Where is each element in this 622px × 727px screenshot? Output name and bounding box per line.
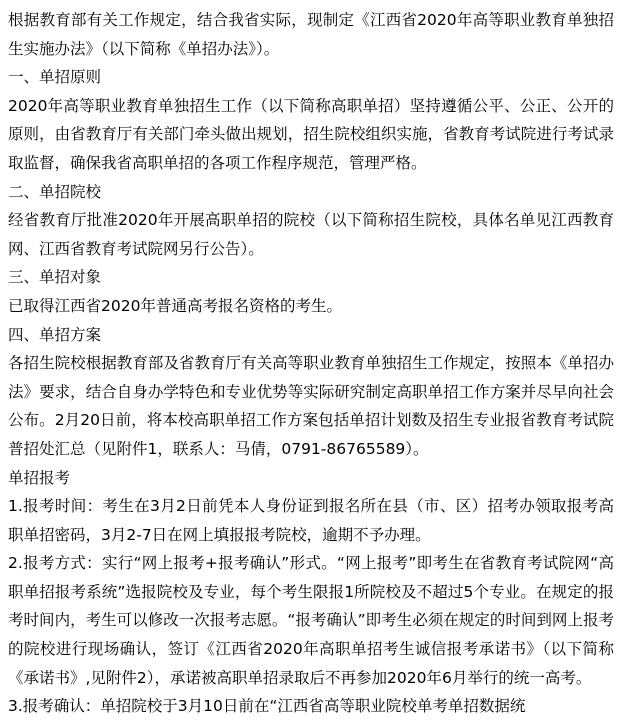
section-four-body: 各招生院校根据教育部及省教育厅有关高等职业教育单独招生工作规定，按照本《单招办法》要求，结合自身办学特色和专业优势等实际研究制定高职单招工作方案并尽早向社会公布。2月20日前，将本校高职单招工作方案包括单招计划数及招生专业报省教育考试院普招处汇总（见附件1，联系人：马倩，0791-86765589）。 [8,354,614,458]
section-one-body: 2020年高等职业教育单独招生工作（以下简称高职单招）坚持遵循公平、公正、公开的原则，由省教育厅有关部门牵头做出规划，招生院校组织实施，省教育考试院进行考试录取监督，确保我省高职单招的各项工作程序规范，管理严格。 [8,96,614,172]
section-heading-three: 三、单招对象 [8,268,102,287]
section-two-body: 经省教育厅批准2020年开展高职单招的院校（以下简称招生院校，具体名单见江西教育网、江西省教育考试院网另行公告）。 [8,211,614,258]
section-heading-four: 四、单招方案 [8,325,102,344]
section-three-body: 已取得江西省2020年普通高考报名资格的考生。 [8,296,342,315]
item-registration-time: 1.报考时间：考生在3月2日前凭本人身份证到报名所在县（市、区）招考办领取报考高职单招密码，3月2-7日在网上填报报考院校，逾期不予办理。 [8,497,614,544]
section-heading-one: 一、单招原则 [8,68,102,87]
item-registration-confirm: 3.报考确认：单招院校于3月10日前在“江西省高等职业院校单考单招数据统 [8,697,526,716]
subsection-heading-registration: 单招报考 [8,468,71,487]
intro-paragraph: 根据教育部有关工作规定，结合我省实际，现制定《江西省2020年高等职业教育单独招生实施办法》（以下简称《单招办法》）。 [8,11,614,58]
section-heading-two: 二、单招院校 [8,182,102,201]
item-registration-method: 2.报考方式：实行“网上报考+报考确认”形式。“网上报考”即考生在省教育考试院网“高职单招报考系统”选报院校及专业，每个考生限报1所院校及不超过5个专业。在规定的报考时间内，考生可以修改一次报考志愿。“报考确认”即考生必须在规定的时间到网上报考的院校进行现场确认，签订《江西省2020年高职单招考生诚信报考承诺书》（以下简称《承诺书》,见附件2），承诺被高职单招录取后不再参加2020年6月举行的统一高考。 [8,554,614,687]
